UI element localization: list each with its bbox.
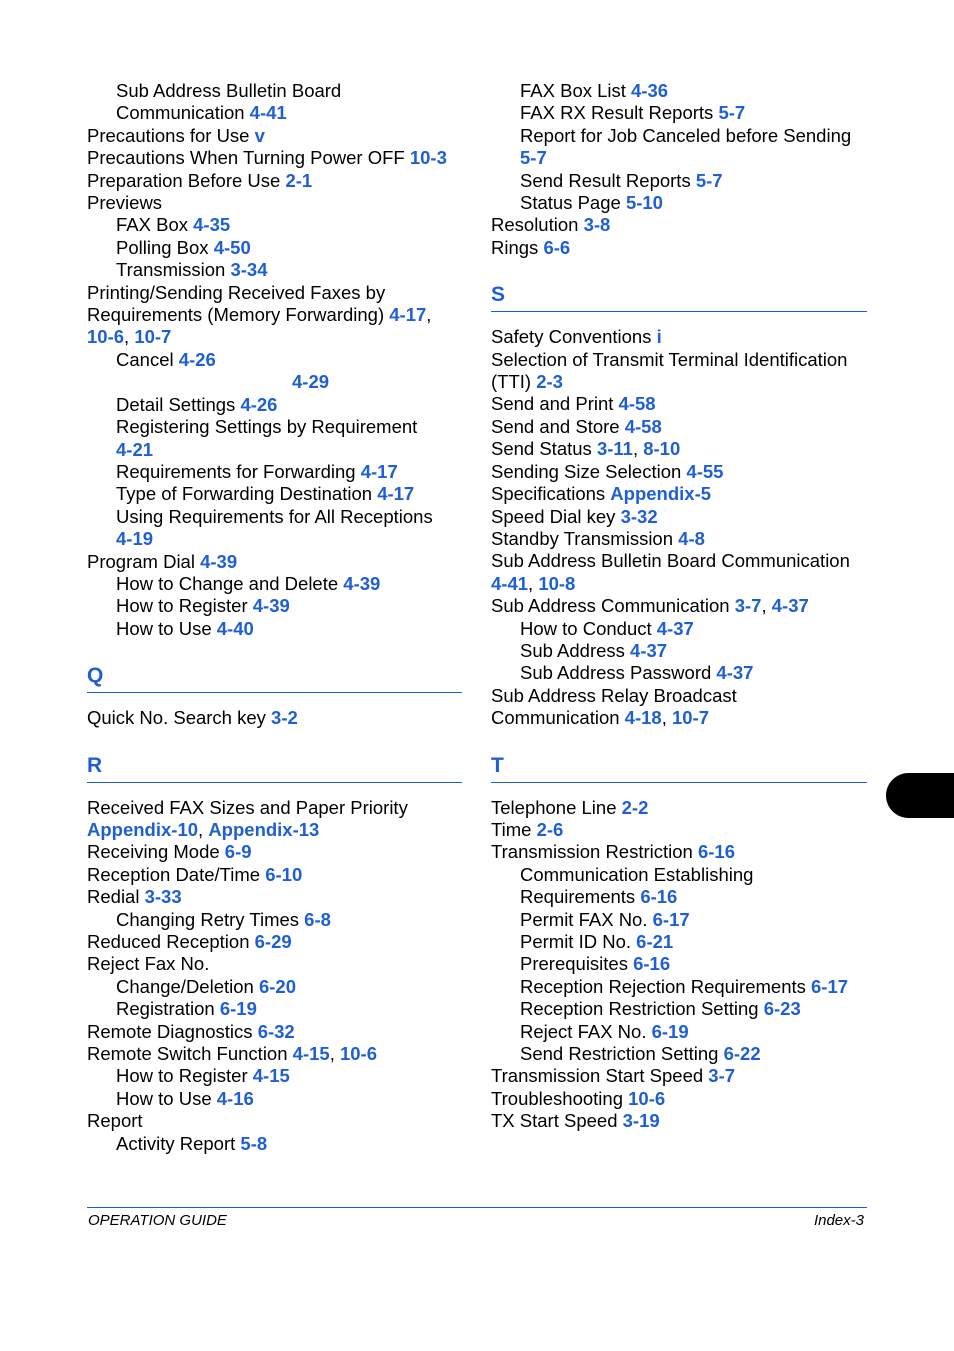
index-subentry — [491, 976, 867, 998]
footer-guide-title: OPERATION GUIDE — [88, 1212, 227, 1229]
index-subentry — [87, 349, 462, 371]
index-entry — [491, 214, 867, 236]
index-subentry — [87, 506, 462, 528]
index-term-text: Polling Box — [116, 236, 214, 258]
index-subentry — [87, 976, 462, 998]
index-subentry — [491, 864, 867, 886]
page-reference-link[interactable]: 4-17 — [360, 460, 398, 482]
index-entry — [491, 707, 867, 729]
index-term-text: Requirements for Forwarding — [116, 460, 361, 482]
page-reference-link[interactable]: 10-7 — [134, 326, 172, 348]
index-subentry — [87, 439, 462, 461]
index-entry — [491, 326, 867, 348]
index-term-text: Program Dial — [87, 550, 201, 572]
page-reference-link[interactable]: 4-17 — [377, 483, 415, 505]
index-subentry — [491, 662, 867, 684]
page-reference-link[interactable]: 6-9 — [224, 841, 252, 863]
index-entry — [87, 192, 462, 214]
index-subentry — [87, 618, 462, 640]
page-reference-link[interactable]: 4-29 — [292, 371, 330, 393]
index-term-text: Communication — [116, 102, 250, 124]
page-reference-link[interactable]: 4-39 — [200, 550, 238, 572]
page-reference-link[interactable]: 5-7 — [718, 102, 746, 124]
page-reference-link[interactable]: 3-7 — [734, 595, 762, 617]
index-term-text: Rings — [491, 236, 544, 258]
page-reference-link[interactable]: 4-36 — [631, 80, 669, 101]
index-term-text: Precautions for Use — [87, 124, 255, 146]
index-entry — [87, 551, 462, 573]
page-reference-link[interactable]: 10-8 — [538, 572, 576, 594]
index-term-text: Sub Address Bulletin Board — [116, 80, 342, 101]
index-subentry — [87, 1133, 462, 1155]
page-reference-link[interactable]: 4-26 — [178, 348, 216, 370]
index-subentry — [87, 909, 462, 931]
page-reference-link[interactable]: Appendix-10 — [87, 818, 199, 840]
index-subentry — [87, 1088, 462, 1110]
page-reference-link[interactable]: 6-8 — [304, 908, 331, 930]
index-term-text: Send Restriction Setting — [520, 1043, 724, 1065]
index-term-text: , — [198, 818, 209, 840]
index-entry — [491, 797, 867, 819]
index-term-text: Quick No. Search key — [87, 707, 272, 729]
index-subentry — [87, 461, 462, 483]
index-term-text: FAX Box List — [520, 80, 632, 101]
page-reference-link[interactable]: 6-16 — [697, 841, 736, 863]
index-entry — [87, 304, 462, 326]
index-term-text: Reject Fax No. — [87, 953, 210, 975]
index-subentry — [491, 886, 867, 908]
index-subentry — [87, 237, 462, 259]
index-entry — [87, 819, 462, 841]
index-term-text: Redial — [87, 886, 145, 908]
section-gap — [491, 259, 867, 279]
index-subentry — [87, 528, 462, 550]
page-reference-link[interactable]: 4-37 — [716, 662, 754, 684]
page-reference-link[interactable]: 6-22 — [723, 1043, 761, 1065]
index-entry — [87, 125, 462, 147]
index-term-text: Transmission Restriction — [491, 841, 698, 863]
page-reference-link[interactable]: 3-8 — [583, 214, 611, 236]
index-term-text: Status Page — [520, 192, 626, 214]
index-subentry — [87, 483, 462, 505]
index-subentry — [87, 1065, 462, 1087]
index-term-text: Receiving Mode — [87, 841, 225, 863]
page-reference-link[interactable]: 6-29 — [254, 931, 292, 952]
index-subentry — [87, 371, 462, 393]
page-reference-link[interactable]: 4-18 — [624, 707, 662, 729]
section-gap — [491, 730, 867, 750]
index-subentry — [87, 214, 462, 236]
page-reference-link[interactable]: 5-8 — [240, 1132, 268, 1154]
page-reference-link[interactable]: 4-35 — [193, 214, 231, 236]
index-entry — [87, 886, 462, 908]
page-reference-link[interactable]: 6-32 — [257, 1020, 295, 1042]
index-term-text: Report — [87, 1110, 143, 1132]
index-entry — [87, 170, 462, 192]
page-reference-link[interactable]: 4-41 — [249, 102, 287, 124]
index-term-text: How to Use — [116, 1087, 217, 1109]
page-reference-link[interactable]: 6-21 — [636, 931, 674, 952]
index-term-text: Troubleshooting — [491, 1087, 629, 1109]
page-reference-link[interactable]: 4-15 — [252, 1065, 290, 1087]
index-term-text: Prerequisites — [520, 953, 634, 975]
page-reference-link[interactable]: 4-55 — [686, 460, 724, 482]
index-entry — [491, 1110, 867, 1132]
index-term-text: Registering Settings by Requirement — [116, 416, 418, 438]
page-reference-link[interactable]: 6-6 — [543, 236, 571, 258]
page-reference-link[interactable]: 4-39 — [343, 572, 381, 594]
index-term-text: Telephone Line — [491, 796, 622, 818]
index-term-text: Safety Conventions — [491, 326, 657, 348]
page-reference-link[interactable]: 6-20 — [258, 975, 296, 997]
index-term-text: Permit FAX No. — [520, 908, 653, 930]
footer-page-number: Index-3 — [813, 1212, 864, 1229]
page-reference-link[interactable]: 6-23 — [763, 998, 801, 1020]
page-reference-link[interactable]: 3-2 — [271, 707, 298, 729]
index-term-text: Time — [491, 818, 537, 840]
index-term-text: Cancel — [116, 348, 179, 370]
page-reference-link[interactable]: 8-10 — [643, 438, 681, 460]
section-gap — [87, 730, 462, 750]
index-subentry — [87, 80, 462, 102]
page-reference-link[interactable]: 3-33 — [144, 886, 182, 908]
page-reference-link[interactable]: 3-32 — [620, 505, 658, 527]
page-reference-link[interactable]: 4-58 — [618, 393, 656, 415]
footer-divider — [87, 1207, 867, 1208]
index-subentry — [491, 1021, 867, 1043]
index-term-text: Sub Address Bulletin Board Communication — [491, 550, 850, 572]
page-reference-link[interactable]: 4-16 — [216, 1087, 254, 1109]
page-reference-link[interactable]: 4-37 — [771, 595, 809, 617]
index-term-text: Transmission Start Speed — [491, 1065, 709, 1087]
index-entry — [491, 528, 867, 550]
index-term-text: FAX Box — [116, 214, 194, 236]
index-term-text: , — [426, 304, 432, 326]
page-reference-link[interactable]: 6-19 — [651, 1020, 689, 1042]
index-term-text: Precautions When Turning Power OFF — [87, 147, 410, 169]
chapter-tab — [886, 773, 954, 818]
index-entry — [491, 595, 867, 617]
page-reference-link[interactable]: 5-10 — [625, 192, 663, 214]
index-term-text: Received FAX Sizes and Paper Priority — [87, 796, 408, 818]
index-entry — [491, 483, 867, 505]
page-reference-link[interactable]: 6-16 — [640, 886, 678, 908]
page-reference-link[interactable]: 3-11 — [596, 438, 633, 460]
index-term-text: How to Register — [116, 595, 253, 617]
index-subentry — [491, 147, 867, 169]
page-reference-link[interactable]: 3-7 — [708, 1065, 736, 1087]
index-term-text: Transmission — [116, 259, 231, 281]
page-reference-link[interactable]: 2-2 — [621, 796, 649, 818]
index-subentry — [87, 573, 462, 595]
index-term-text: Change/Deletion — [116, 975, 259, 997]
index-term-text: How to Change and Delete — [116, 572, 344, 594]
index-term-text: FAX RX Result Reports — [520, 102, 719, 124]
page-reference-link[interactable]: 4-15 — [292, 1043, 330, 1065]
page-reference-link[interactable]: 6-10 — [265, 863, 303, 885]
index-entry — [491, 506, 867, 528]
index-section-heading: S — [491, 279, 867, 312]
index-subentry — [87, 595, 462, 617]
index-term-text: Reception Date/Time — [87, 863, 266, 885]
index-subentry — [491, 909, 867, 931]
index-term-text: Reception Rejection Requirements — [520, 975, 812, 997]
page-reference-link[interactable]: 2-3 — [536, 371, 563, 393]
index-term-text: , — [124, 326, 135, 348]
index-entry — [87, 326, 462, 348]
index-subentry — [491, 102, 867, 124]
index-term-text: , — [528, 572, 539, 594]
index-term-text: Previews — [87, 192, 163, 214]
index-term-text: Speed Dial key — [491, 505, 621, 527]
index-term-text: Sub Address Password — [520, 662, 717, 684]
page-reference-link[interactable]: Appendix-13 — [208, 818, 320, 840]
page-reference-link[interactable]: 4-8 — [678, 527, 705, 549]
index-entry — [491, 349, 867, 371]
index-term-text: Registration — [116, 998, 220, 1020]
index-entry — [87, 1021, 462, 1043]
index-term-text: , — [632, 438, 644, 460]
index-entry — [87, 1043, 462, 1065]
page-reference-link[interactable]: 2-6 — [536, 818, 564, 840]
index-subentry — [87, 394, 462, 416]
index-section-heading: T — [491, 750, 867, 783]
index-term-text: Detail Settings — [116, 393, 241, 415]
index-entry — [491, 819, 867, 841]
page-reference-link[interactable]: i — [656, 326, 662, 348]
index-term-text: Sending Size Selection — [491, 460, 687, 482]
index-entry — [491, 1088, 867, 1110]
index-term-text: Activity Report — [116, 1132, 241, 1154]
index-term-text: Changing Retry Times — [116, 908, 305, 930]
index-term-text: Send Status — [491, 438, 597, 460]
page-reference-link[interactable]: 4-41 — [491, 572, 529, 594]
page-reference-link[interactable]: 6-17 — [652, 908, 690, 930]
index-entry — [87, 282, 462, 304]
page-reference-link[interactable]: 3-34 — [230, 259, 268, 281]
index-term-text: Communication — [491, 707, 625, 729]
index-entry — [491, 237, 867, 259]
index-entry — [491, 371, 867, 393]
page-reference-link[interactable]: 4-37 — [656, 617, 694, 639]
index-subentry — [491, 998, 867, 1020]
index-term-text: How to Conduct — [520, 617, 657, 639]
index-subentry — [491, 170, 867, 192]
index-term-text: Reject FAX No. — [520, 1020, 652, 1042]
index-entry — [491, 461, 867, 483]
index-term-text: Resolution — [491, 214, 584, 236]
index-column-left — [87, 80, 462, 1155]
index-subentry — [491, 618, 867, 640]
index-term-text: Using Requirements for All Receptions — [116, 505, 433, 527]
index-entry — [491, 438, 867, 460]
index-term-text: Selection of Transmit Terminal Identification — [491, 348, 848, 370]
index-subentry — [87, 102, 462, 124]
page-reference-link[interactable]: 2-1 — [285, 169, 313, 191]
index-term-text: (TTI) — [491, 371, 537, 393]
index-subentry — [87, 998, 462, 1020]
index-term-text: Type of Forwarding Destination — [116, 483, 378, 505]
index-subentry — [87, 416, 462, 438]
index-subentry — [491, 640, 867, 662]
index-column-right — [491, 80, 867, 1133]
index-subentry — [87, 259, 462, 281]
index-section-heading: R — [87, 750, 462, 783]
index-term-text: , — [661, 707, 672, 729]
index-term-text: Permit ID No. — [520, 931, 637, 952]
index-entry — [491, 1065, 867, 1087]
index-subentry — [491, 1043, 867, 1065]
page-reference-link[interactable]: 10-6 — [87, 326, 125, 348]
index-entry — [87, 797, 462, 819]
index-entry — [87, 841, 462, 863]
index-term-text: Standby Transmission — [491, 527, 679, 549]
index-term-text: , — [761, 595, 772, 617]
index-entry — [87, 707, 462, 729]
page-reference-link[interactable]: 4-58 — [624, 415, 662, 437]
index-subentry — [491, 80, 867, 102]
page-reference-link[interactable]: 6-17 — [811, 975, 849, 997]
page-reference-link[interactable]: Appendix-5 — [610, 483, 712, 505]
page-reference-link[interactable]: 6-19 — [219, 998, 257, 1020]
index-term-text: Report for Job Canceled before Sending — [520, 124, 852, 146]
section-gap — [87, 640, 462, 660]
index-term-text: Requirements — [520, 886, 641, 908]
page-reference-link[interactable]: v — [254, 124, 265, 146]
index-subentry — [491, 192, 867, 214]
index-term-text: How to Use — [116, 617, 217, 639]
page-reference-link[interactable]: 4-21 — [116, 438, 154, 460]
index-term-text: Sub Address Relay Broadcast — [491, 684, 737, 706]
index-term-text: How to Register — [116, 1065, 253, 1087]
page-reference-link[interactable]: 4-17 — [389, 304, 427, 326]
index-entry — [87, 953, 462, 975]
index-term-text: Specifications — [491, 483, 611, 505]
page-reference-link[interactable]: 6-16 — [633, 953, 671, 975]
page-reference-link[interactable]: 4-39 — [252, 595, 290, 617]
page-reference-link[interactable]: 10-7 — [671, 707, 710, 729]
index-entry — [491, 685, 867, 707]
page-reference-link[interactable]: 4-26 — [240, 393, 278, 415]
index-entry — [87, 931, 462, 953]
index-entry — [491, 841, 867, 863]
index-subentry — [491, 931, 867, 953]
index-term-text: , — [329, 1043, 340, 1065]
index-term-text: Preparation Before Use — [87, 169, 286, 191]
page-reference-link[interactable]: 5-7 — [520, 147, 547, 169]
index-term-text: TX Start Speed — [491, 1110, 623, 1132]
page-reference-link[interactable]: 10-6 — [339, 1043, 377, 1065]
page-reference-link[interactable]: 10-3 — [409, 147, 447, 169]
index-entry — [87, 1110, 462, 1132]
index-term-text: Send Result Reports — [520, 169, 696, 191]
index-term-text: Communication Establishing — [520, 863, 754, 885]
index-term-text: Send and Print — [491, 393, 619, 415]
index-entry — [491, 416, 867, 438]
index-entry — [491, 573, 867, 595]
index-entry — [491, 393, 867, 415]
page-reference-link[interactable]: 4-37 — [630, 639, 668, 661]
index-entry — [87, 864, 462, 886]
index-term-text: Printing/Sending Received Faxes by — [87, 281, 386, 303]
index-term-text: Requirements (Memory Forwarding) — [87, 304, 390, 326]
index-subentry — [491, 953, 867, 975]
index-term-text: Reception Restriction Setting — [520, 998, 764, 1020]
page-reference-link[interactable]: 5-7 — [695, 169, 723, 191]
index-entry — [87, 147, 462, 169]
page-reference-link[interactable]: 4-19 — [116, 528, 154, 550]
index-term-text: Send and Store — [491, 415, 625, 437]
index-subentry — [491, 125, 867, 147]
index-section-heading: Q — [87, 660, 462, 693]
index-entry — [491, 550, 867, 572]
page-reference-link[interactable]: 10-6 — [628, 1087, 666, 1109]
index-term-text: Reduced Reception — [87, 931, 255, 952]
index-term-text: Remote Switch Function — [87, 1043, 293, 1065]
index-term-text: Sub Address Communication — [491, 595, 735, 617]
index-term-text: Remote Diagnostics — [87, 1020, 258, 1042]
page-reference-link[interactable]: 3-19 — [622, 1110, 660, 1132]
page-reference-link[interactable]: 4-40 — [216, 617, 254, 639]
index-term-text: Sub Address — [520, 639, 631, 661]
page-reference-link[interactable]: 4-50 — [213, 236, 251, 258]
